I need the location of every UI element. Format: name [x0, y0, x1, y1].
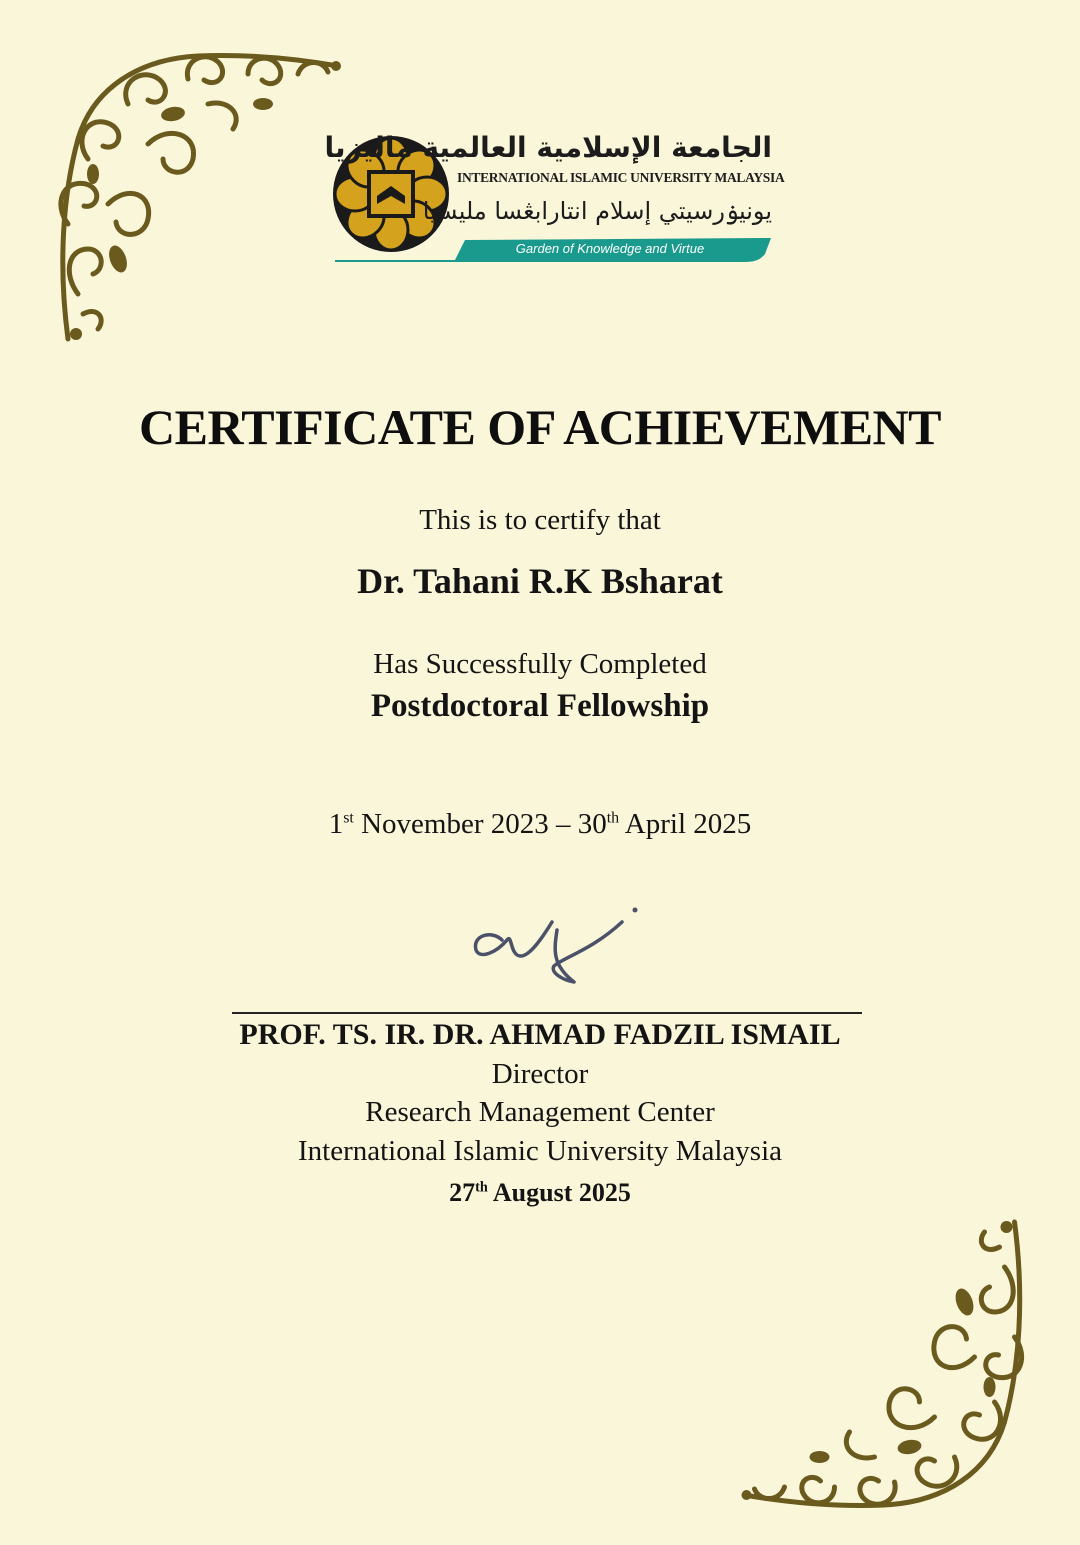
logo-arabic-name: الجامعة الإسلامية العالمية ماليزيا	[324, 131, 772, 164]
date-day: 27	[449, 1178, 476, 1207]
corner-ornament-top-left	[48, 44, 348, 349]
logo-english-name: INTERNATIONAL ISLAMIC UNIVERSITY MALAYSIA	[457, 170, 785, 185]
signatory-university: International Islamic University Malaysia	[298, 1135, 782, 1167]
issue-date	[0, 1178, 1080, 1208]
certify-intro: This is to certify that	[419, 504, 661, 536]
handwritten-signature	[462, 900, 647, 995]
period-middle: November 2023 – 30	[353, 808, 607, 840]
period-start-suffix: st	[343, 809, 354, 827]
university-logo	[324, 128, 785, 268]
logo-tagline: Garden of Knowledge and Virtue	[515, 241, 705, 256]
fellowship-period	[0, 808, 1080, 841]
period-end: April 2025	[619, 808, 752, 840]
date-suffix: th	[475, 1179, 488, 1196]
signatory-department: Research Management Center	[365, 1096, 715, 1128]
recipient-name: Dr. Tahani R.K Bsharat	[357, 561, 723, 601]
completion-statement: Has Successfully Completed	[373, 648, 707, 680]
signatory-role: Director	[491, 1058, 589, 1090]
certificate-title: CERTIFICATE OF ACHIEVEMENT	[138, 399, 941, 455]
logo-jawi-name: يونيۏرسيتي إسلام انتارابڠسا مليسيا	[422, 197, 772, 225]
period-start-day: 1	[328, 808, 344, 840]
date-rest: August 2025	[487, 1178, 631, 1207]
period-end-suffix: th	[606, 809, 620, 827]
program-name: Postdoctoral Fellowship	[370, 688, 710, 724]
signature-line	[232, 1012, 862, 1014]
signatory-name: PROF. TS. IR. DR. AHMAD FADZIL ISMAIL	[239, 1018, 841, 1051]
corner-ornament-bottom-right	[732, 1212, 1037, 1517]
